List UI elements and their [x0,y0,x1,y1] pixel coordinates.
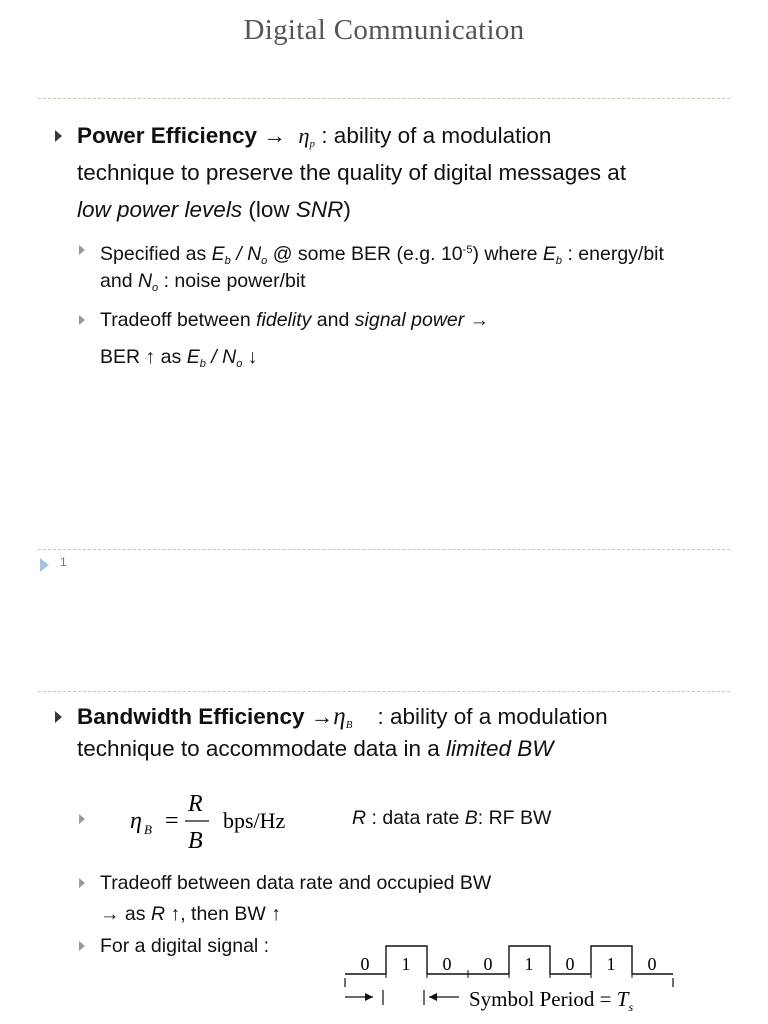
down-arrow: ↓ [242,346,258,368]
text: BER ↑ as [100,346,187,368]
bit-label: 0 [565,954,575,974]
text: and [311,309,355,331]
page-marker-icon [40,558,49,572]
limited-bw-text: limited BW [446,736,554,761]
formula-equals: = [165,808,179,834]
no-symbol: N [137,270,153,292]
fidelity-text: fidelity [256,309,312,331]
digital-signal-diagram [335,938,685,1018]
page-number: 1 [60,555,67,569]
bit-label: 0 [647,954,657,974]
text: technique to accommodate data in a [77,736,446,761]
formula-eta-sub: B [144,822,152,837]
sub-bullet-icon [79,941,85,951]
text: : RF BW [477,807,552,829]
power-efficiency-term: Power Efficiency [77,123,258,148]
bandwidth-line2 [77,730,747,767]
rate-definition [352,803,752,834]
eb-symbol: E [542,243,556,265]
exponent: -5 [462,244,473,256]
bit-label: 1 [524,954,534,974]
bandwidth-sub2-line1: Tradeoff between data rate and occupied BW [100,872,492,894]
low-snr-open: (low [242,197,296,222]
bit-label: 0 [483,954,493,974]
waveform-line [345,946,673,974]
eta-formula [125,788,315,852]
eta-subscript: p [309,138,316,150]
bit-label: 1 [606,954,616,974]
bit-label: 0 [360,954,370,974]
power-desc: : ability of a modulation [321,123,552,148]
power-line3 [77,191,747,228]
signal-waveform [345,946,673,978]
signal-power-text: signal power [354,309,465,331]
sub-bullet-icon [79,245,85,255]
separator-bottom [38,691,730,692]
sub-bullet-icon [79,814,85,824]
power-sub1-line2 [100,266,750,304]
arrow-right: → [310,704,334,729]
subscript: b [555,255,563,267]
eb-symbol: E [211,243,225,265]
text: Specified as [100,243,212,265]
r-symbol: R [352,807,367,829]
symbol-period-label [469,987,633,1014]
subscript: o [236,358,243,370]
bandwidth-sub2-line2 [100,899,750,930]
bullet-icon [55,130,62,142]
subscript: o [152,282,159,294]
sub-bullet-icon [79,878,85,888]
text: ) where [472,243,543,265]
power-line2: technique to preserve the quality of digital messages at [77,160,627,185]
formula-eta: η [130,808,142,834]
eta-subscript: B [345,719,353,731]
formula-numerator: R [188,791,203,817]
text: ↑, then BW ↑ [165,903,281,925]
subscript: b [224,255,231,267]
no-symbol: N [247,243,262,265]
period-subscript: s [628,1000,634,1014]
bit-label: 1 [401,954,411,974]
separator-top [38,98,730,99]
bandwidth-efficiency-term: Bandwidth Efficiency [77,704,305,729]
no-symbol: N [222,346,237,368]
text: : data rate [366,807,465,829]
arrow-right: → [464,309,490,331]
arrowhead [429,993,437,1001]
eb-symbol: E [186,346,200,368]
subscript: o [261,255,268,267]
arrow-right: → [263,123,286,148]
formula-unit: bps/Hz [223,808,286,833]
bandwidth-sub3: For a digital signal : [100,935,270,957]
arrowhead [365,993,373,1001]
low-snr-close: ) [343,197,351,222]
bullet-icon [55,711,62,723]
text: Tradeoff between [100,309,257,331]
text: : energy/bit [562,243,664,265]
eta-symbol: η [298,123,310,148]
bit-label: 0 [442,954,452,974]
text: and [100,270,138,292]
formula-denominator: B [188,828,203,852]
snr-text: SNR [295,197,344,222]
power-sub2-line2 [100,342,750,380]
text: : noise power/bit [158,270,306,292]
bandwidth-desc: : ability of a modulation [371,704,608,729]
power-sub2-line1 [100,305,750,336]
text: @ some BER (e.g. 10 [267,243,463,265]
eta-symbol: η [333,703,346,730]
separator-mid [38,549,730,550]
low-power-text: low power levels [77,197,243,222]
slash: / [205,346,223,368]
subscript: b [199,358,206,370]
slash: / [230,243,248,265]
slide-title: Digital Communication [243,14,525,46]
period-label-text: Symbol Period = [469,987,617,1011]
period-symbol: T [616,987,629,1011]
sub-bullet-icon [79,315,85,325]
r-symbol: R [150,903,166,925]
text: → as [100,903,151,925]
b-symbol: B [464,807,478,829]
